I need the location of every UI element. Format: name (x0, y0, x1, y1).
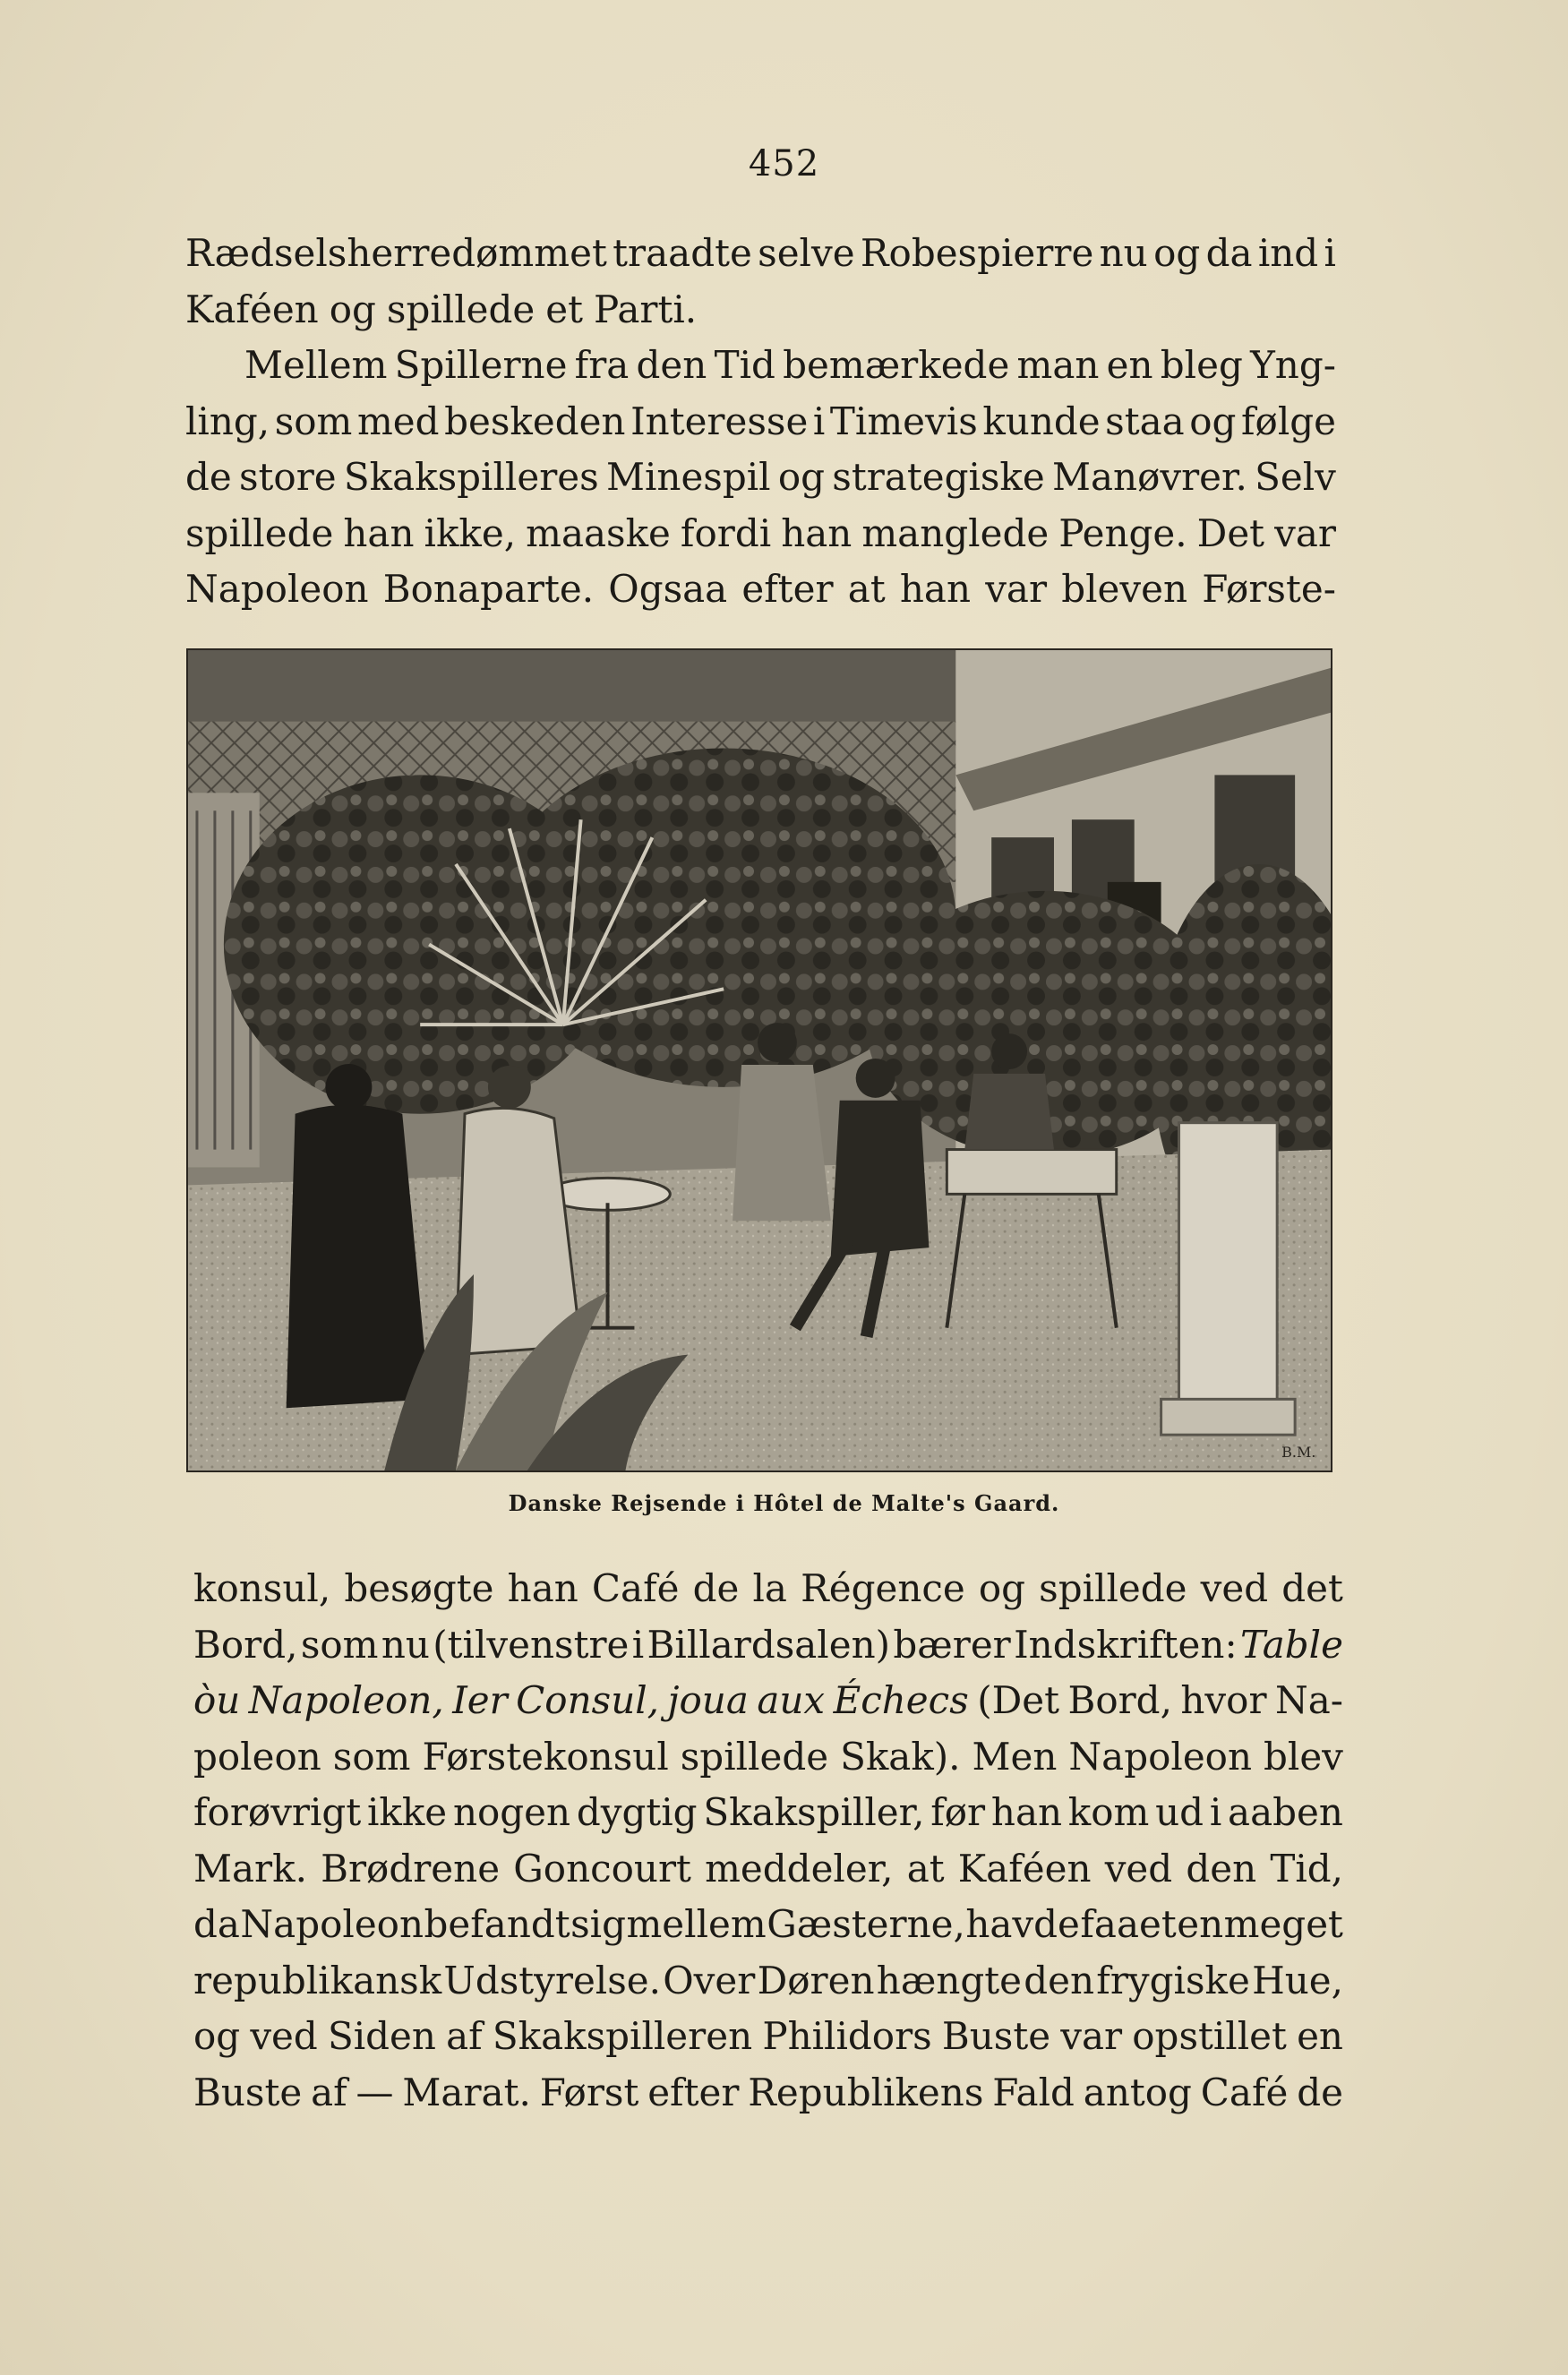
word: Skakspilleren (492, 2014, 753, 2058)
text-line (185, 282, 1336, 339)
figure-caption: Danske Rejsende i Hôtel de Malte's Gaard. (508, 1490, 1060, 1516)
word: fra (574, 343, 630, 387)
word: som (332, 1734, 411, 1779)
word: staa (1105, 399, 1185, 443)
word: kom (1067, 1790, 1150, 1834)
word: konsul, (193, 1566, 331, 1610)
word: var (1060, 2014, 1123, 2058)
word: han (343, 510, 415, 555)
word: Spillerne (394, 343, 568, 387)
word: ved (1104, 1846, 1173, 1891)
word: spillede (680, 1734, 829, 1779)
word: i (1209, 1790, 1222, 1834)
word: nu (1099, 231, 1148, 275)
word: Penge. (1058, 510, 1187, 555)
paragraph-bottom (193, 1561, 1343, 2121)
word: Bord, (1067, 1678, 1172, 1722)
word: maaske (526, 510, 671, 555)
word: Bord, (193, 1622, 298, 1667)
word: la (752, 1566, 787, 1610)
word: var (1274, 510, 1336, 555)
word: bærer (893, 1622, 1011, 1667)
word: Parti. (593, 287, 698, 331)
word: frygiske (1096, 1958, 1250, 2002)
word: Førstekonsul (422, 1734, 669, 1779)
word: efter (647, 2070, 740, 2114)
word: Billardsalen) (647, 1622, 891, 1667)
word: dygtig (576, 1790, 698, 1834)
word: joua (667, 1678, 749, 1722)
word: forøvrigt (193, 1790, 362, 1834)
word: ud (1155, 1790, 1204, 1834)
text-line (185, 450, 1336, 506)
word: det (1281, 1566, 1343, 1610)
text-line (185, 226, 1336, 282)
text-line (193, 1729, 1343, 1786)
word: Na- (1274, 1678, 1343, 1722)
word: Republikens (748, 2070, 984, 2114)
text-line (185, 562, 1336, 618)
word: Buste (941, 2014, 1051, 2058)
word: han (990, 1790, 1063, 1834)
word: et (545, 287, 583, 331)
word: Døren (757, 1958, 875, 2002)
word: faaet (1080, 1902, 1177, 1946)
word: da (193, 1902, 240, 1946)
word: poleon (193, 1734, 321, 1779)
word: havde (965, 1902, 1080, 1946)
word: nogen (452, 1790, 571, 1834)
text-line (193, 1673, 1343, 1729)
text-line (193, 1617, 1343, 1674)
word: hvor (1180, 1678, 1267, 1722)
courtyard-illustration (186, 648, 1332, 1472)
word: en (1297, 2014, 1343, 2058)
word: meget (1223, 1902, 1343, 1946)
word: manglede (861, 510, 1050, 555)
word: Goncourt (513, 1846, 691, 1891)
word: Hue, (1252, 1958, 1343, 2002)
word: hængte (876, 1958, 1022, 2002)
word: Gæsterne, (767, 1902, 965, 1946)
word: ved (250, 2014, 318, 2058)
word: Fald (992, 2070, 1075, 2114)
word: bleven (1061, 567, 1188, 611)
text-line (193, 2065, 1343, 2122)
text-line (185, 338, 1336, 394)
word: spillede (185, 510, 334, 555)
word: Napoleon, (248, 1678, 444, 1722)
word: før (930, 1790, 986, 1834)
text-line (185, 394, 1336, 450)
word: Minespil (605, 455, 771, 499)
word: òu (193, 1678, 241, 1722)
word: aux (757, 1678, 826, 1722)
word: Tid, (1270, 1846, 1343, 1891)
word: mellem (626, 1902, 767, 1946)
word: store (239, 455, 337, 499)
word: Philidors (762, 2014, 932, 2058)
word: Først (539, 2070, 639, 2114)
word: den (1024, 1958, 1095, 2002)
word: Table (1239, 1622, 1343, 1667)
word: Udstyrelse. (443, 1958, 661, 2002)
word: var (985, 567, 1048, 611)
word: Tid (714, 343, 775, 387)
word: meddeler, (705, 1846, 894, 1891)
illustrator-signature: B.M. (1281, 1444, 1316, 1462)
word: kunde (982, 399, 1101, 443)
text-line (193, 1785, 1343, 1841)
word: Brødrene (321, 1846, 501, 1891)
word: — (356, 2070, 394, 2114)
word: Échecs (833, 1678, 969, 1722)
word: Første- (1202, 567, 1336, 611)
word: Marat. (402, 2070, 531, 2114)
paragraph-top (185, 226, 1336, 618)
word: aaben (1228, 1790, 1343, 1834)
word: (Det (977, 1678, 1059, 1722)
word: at (847, 567, 886, 611)
word: en (1177, 1902, 1224, 1946)
word: og (978, 1566, 1026, 1610)
word: Robespierre (860, 231, 1094, 275)
word: strategiske (832, 455, 1045, 499)
word: da (1205, 231, 1253, 275)
word: (tilvenstre (433, 1622, 630, 1667)
word: Timevis (829, 399, 978, 443)
word: Rædselsherredømmet (185, 231, 607, 275)
word: den (1186, 1846, 1257, 1891)
word: Café (1200, 2070, 1289, 2114)
word: Mark. (193, 1846, 307, 1891)
word: Men (972, 1734, 1058, 1779)
text-line (193, 1561, 1343, 1617)
word: og (1153, 231, 1201, 275)
word: Yng- (1250, 343, 1336, 387)
word: Skak). (840, 1734, 961, 1779)
word: Kaféen (957, 1846, 1092, 1891)
word: efter (741, 567, 834, 611)
word: han (781, 510, 853, 555)
word: nu (381, 1622, 430, 1667)
word: Ogsaa (608, 567, 728, 611)
word: en (1106, 343, 1153, 387)
word: Consul, (516, 1678, 660, 1722)
word: som (274, 399, 353, 443)
word: Café (591, 1566, 680, 1610)
word: besøgte (344, 1566, 494, 1610)
text-line (185, 506, 1336, 562)
word: i (1324, 231, 1336, 275)
word: Manøvrer. (1052, 455, 1247, 499)
word: i (631, 1622, 645, 1667)
word: Kaféen (185, 287, 319, 331)
word: bemærkede (783, 343, 1010, 387)
word: Bonaparte. (382, 567, 595, 611)
word: Skakspilleres (343, 455, 599, 499)
word: med (356, 399, 440, 443)
word: ind (1257, 231, 1319, 275)
word: Mellem (244, 343, 388, 387)
word: Buste (193, 2070, 303, 2114)
word: af (311, 2070, 347, 2114)
word: man (1016, 343, 1100, 387)
word: i (812, 399, 826, 443)
word: Régence (801, 1566, 965, 1610)
word: Over (663, 1958, 756, 2002)
word: ikke, (424, 510, 517, 555)
word: Skakspiller, (703, 1790, 925, 1834)
word: beskeden (444, 399, 626, 443)
word: spillede (1039, 1566, 1187, 1610)
text-line (193, 1953, 1343, 2010)
word: de (1297, 2070, 1343, 2114)
word: Ier (452, 1678, 508, 1722)
word: de (692, 1566, 740, 1610)
word: fordi (680, 510, 772, 555)
word: republikansk (193, 1958, 442, 2002)
page-number: 452 (748, 143, 820, 184)
word: Siden (327, 2014, 436, 2058)
word: blev (1264, 1734, 1343, 1779)
word: han (507, 1566, 578, 1610)
word: og (1189, 399, 1237, 443)
word: Napoleon (185, 567, 369, 611)
word: at (906, 1846, 945, 1891)
word: bleg (1160, 343, 1243, 387)
word: og (329, 287, 376, 331)
courtyard-photo-drawing (188, 650, 1331, 1470)
word: Indskriften: (1014, 1622, 1238, 1667)
word: de (185, 455, 232, 499)
word: han (899, 567, 972, 611)
text-line (193, 1841, 1343, 1898)
word: befandt (424, 1902, 570, 1946)
word: Interesse (630, 399, 809, 443)
word: selve (758, 231, 855, 275)
word: ikke (366, 1790, 448, 1834)
word: opstillet (1132, 2014, 1287, 2058)
word: Selv (1255, 455, 1336, 499)
word: som (300, 1622, 379, 1667)
word: Det (1196, 510, 1265, 555)
word: og (193, 2014, 241, 2058)
word: antog (1083, 2070, 1192, 2114)
text-line (193, 1897, 1343, 1953)
word: af (446, 2014, 483, 2058)
word: sig (570, 1902, 626, 1946)
text-line (193, 2009, 1343, 2065)
word: følge (1240, 399, 1336, 443)
word: ling, (185, 399, 270, 443)
word: traadte (613, 231, 752, 275)
word: spillede (386, 287, 536, 331)
word: den (636, 343, 707, 387)
word: Napoleon (240, 1902, 424, 1946)
word: Napoleon (1068, 1734, 1253, 1779)
word: og (777, 455, 826, 499)
word: ved (1200, 1566, 1269, 1610)
